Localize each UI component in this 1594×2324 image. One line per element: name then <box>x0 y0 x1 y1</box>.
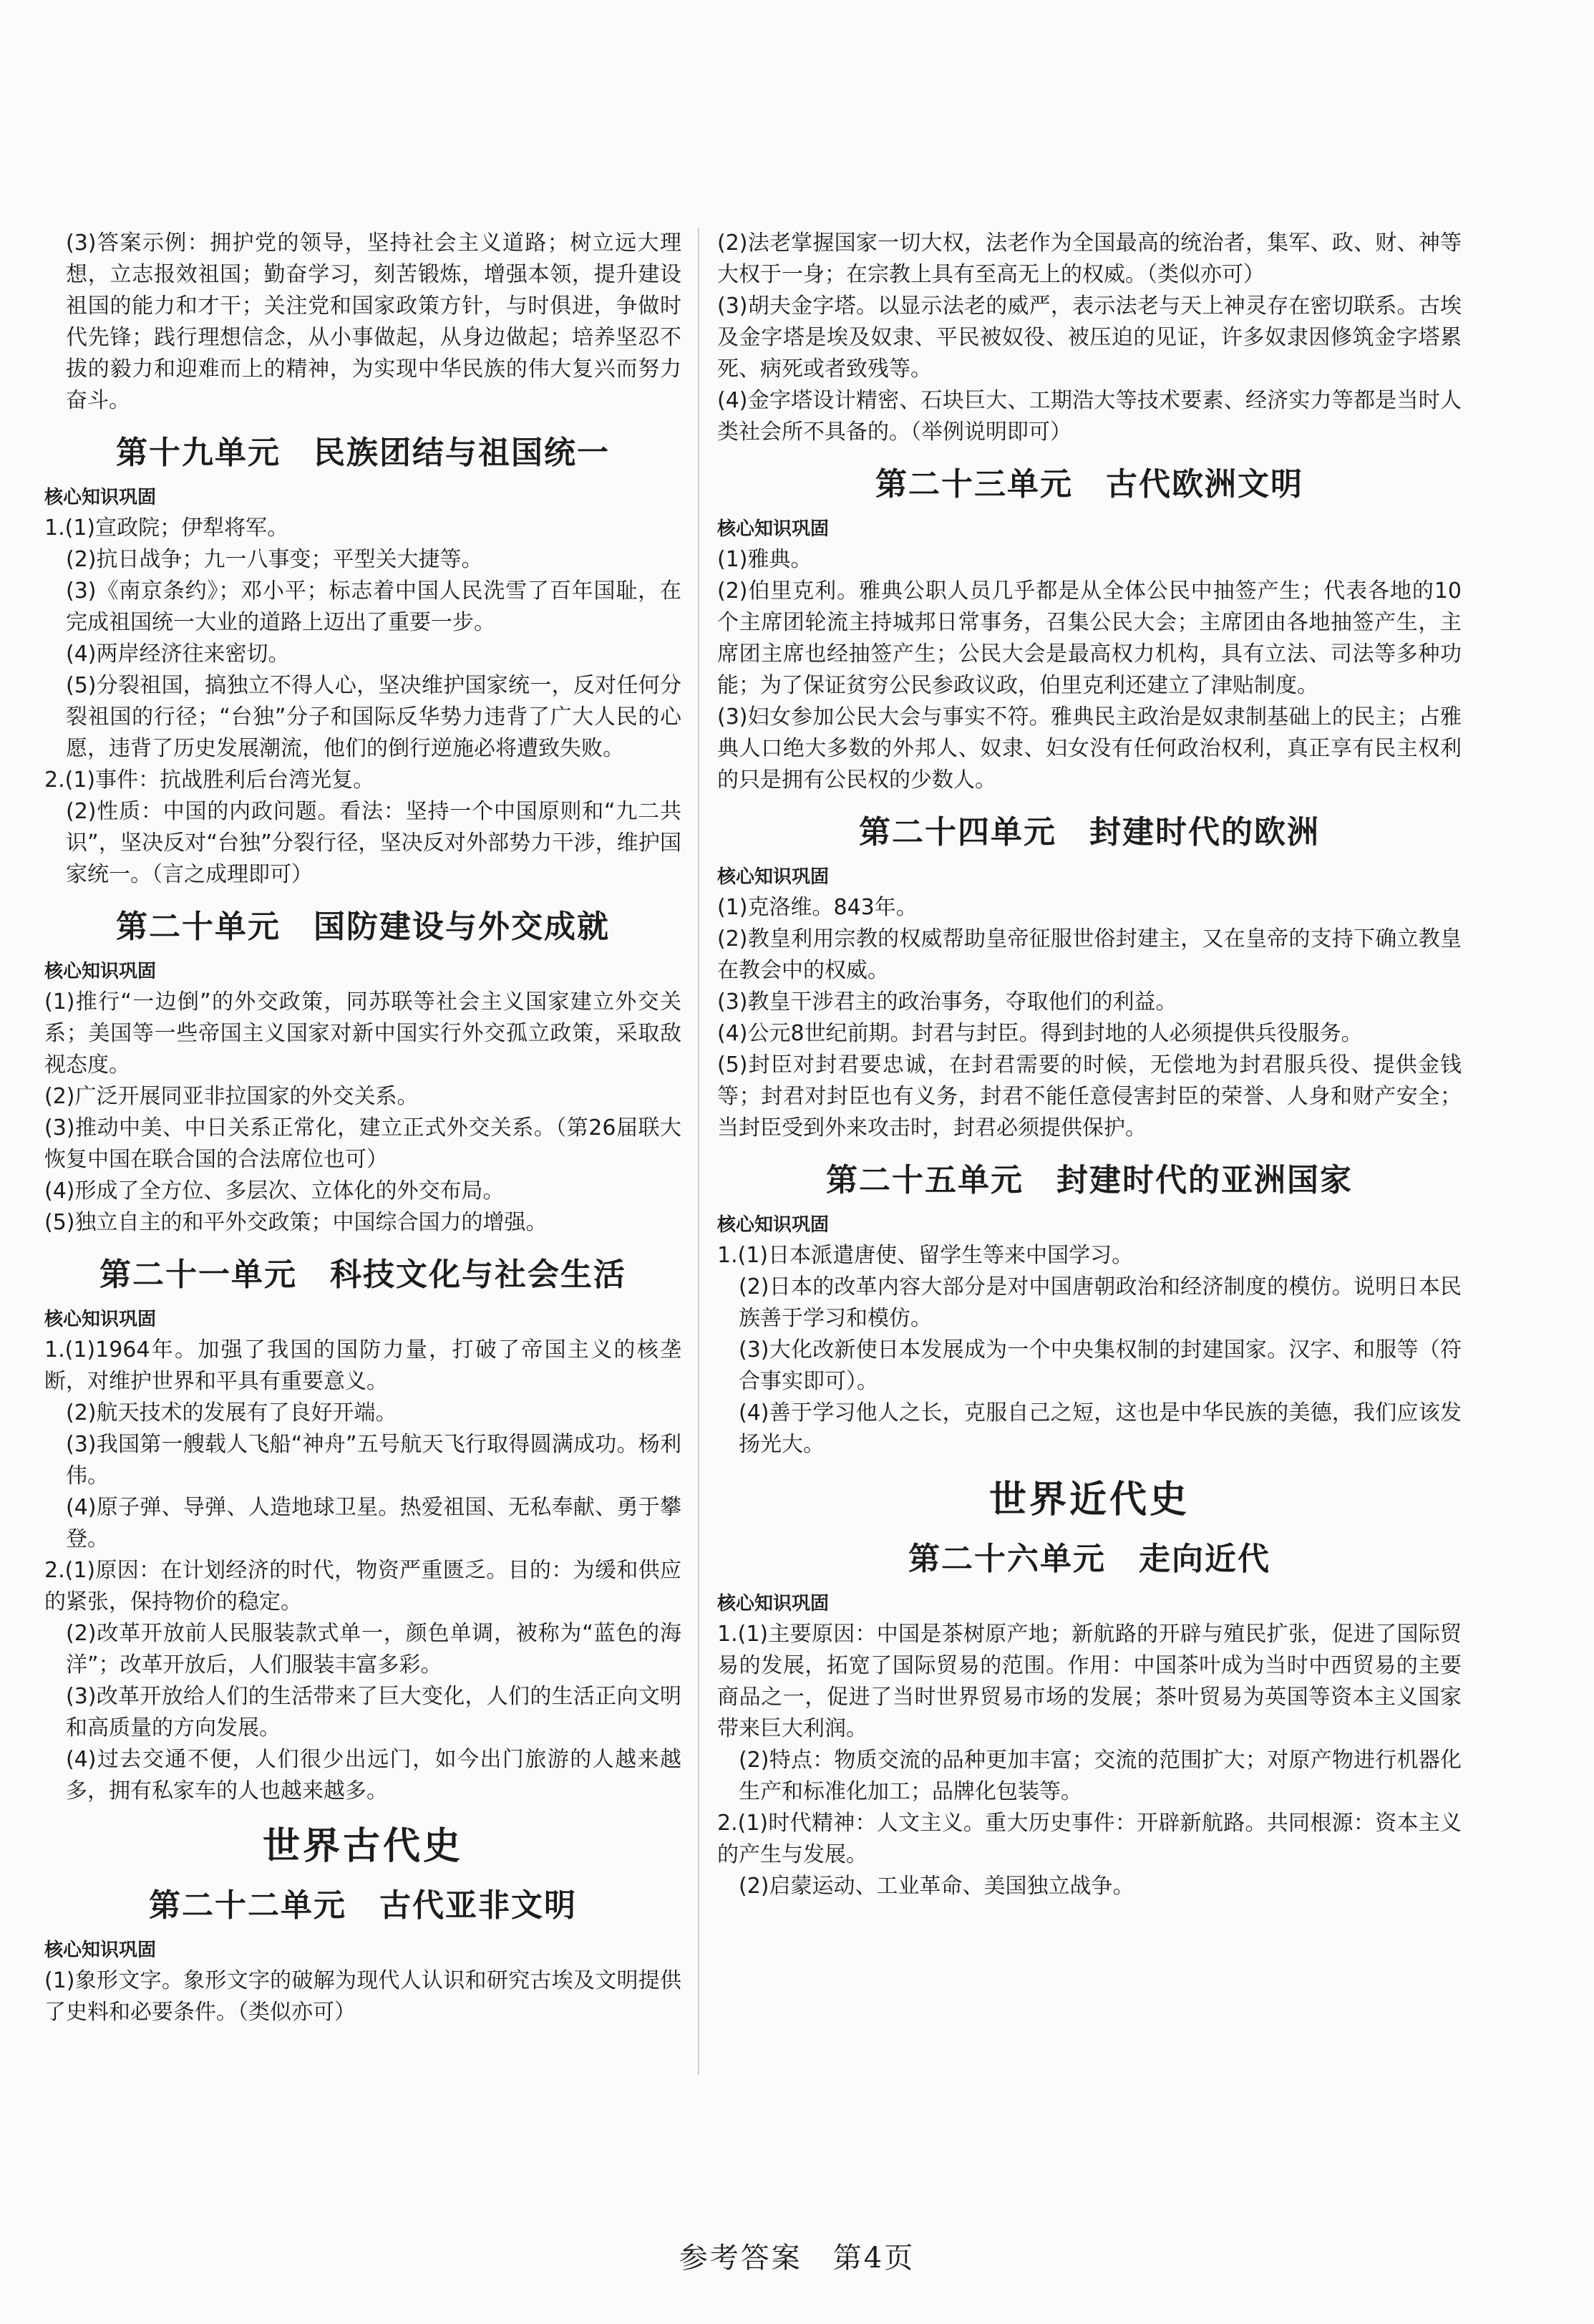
answer-line: (4)两岸经济往来密切。 <box>66 641 290 667</box>
answer-line: (2)广泛开展同亚非拉国家的外交关系。 <box>44 1084 419 1109</box>
answer-line: (3)大化改新使日本发展成为一个中央集权制的封建国家。汉字、和服等（符合事实即可）。 <box>739 1337 1462 1394</box>
intro-paragraph: (3)答案示例：拥护党的领导，坚持社会主义道路；树立远大理想，立志报效祖国；勤奋学习，刻苦锻炼，增强本领，提升建设祖国的能力和才干；关注党和国家政策方针，与时俱进，争做时代先锋；践行理想信念，从小事做起，从身边做起；培养坚忍不拔的毅力和迎难而上的精神，为实现中华民族的伟大复兴而努力奋斗。 <box>66 231 681 413</box>
answer-line: 1.(1)主要原因：中国是茶树原产地；新航路的开辟与殖民扩张，促进了国际贸易的发展，拓宽了国际贸易的范围。作用：中国茶叶成为当时中西贸易的主要商品之一，促进了当时世界贸易市场的发展；茶叶贸易为英国等资本主义国家带来巨大利润。 <box>717 1622 1462 1741</box>
answer-line: (3)推动中美、中日关系正常化，建立正式外交关系。（第26届联大恢复中国在联合国的合法席位也可） <box>44 1115 681 1172</box>
unit-26-body <box>717 1619 1462 1902</box>
answer-line: (5)分裂祖国，搞独立不得人心，坚决维护国家统一，反对任何分裂祖国的行径；“台独”分子和国际反华势力违背了广大人民的心愿，违背了历史发展潮流，他们的倒行逆施必将遭致失败。 <box>66 673 681 761</box>
unit-20-title: 第二十单元 国防建设与外交成就 <box>116 909 610 945</box>
answer-line: (5)独立自主的和平外交政策；中国综合国力的增强。 <box>44 1210 548 1235</box>
answer-line: (2)改革开放前人民服装款式单一，颜色单调，被称为“蓝色的海洋”；改革开放后，人们服装丰富多彩。 <box>66 1621 681 1677</box>
answer-line: (4)形成了全方位、多层次、立体化的外交布局。 <box>44 1178 505 1204</box>
unit-20-label: 核心知识巩固 <box>44 961 157 982</box>
answer-line: (4)善于学习他人之长，克服自己之短，这也是中华民族的美德，我们应该发扬光大。 <box>739 1400 1462 1457</box>
unit-24-title: 第二十四单元 封建时代的欧洲 <box>859 814 1320 851</box>
column-divider <box>698 228 699 2075</box>
unit-20-body <box>44 987 681 1239</box>
answer-line: (2)日本的改革内容大部分是对中国唐朝政治和经济制度的模仿。说明日本民族善于学习和模仿。 <box>739 1274 1462 1331</box>
answer-line: (1)推行“一边倒”的外交政策，同苏联等社会主义国家建立外交关系；美国等一些帝国主义国家对新中国实行外交孤立政策，采取敌视态度。 <box>44 989 681 1078</box>
unit-25-body <box>717 1240 1462 1461</box>
left-column <box>44 228 681 2028</box>
unit-23-label: 核心知识巩固 <box>717 518 830 540</box>
answer-line: (2)伯里克利。雅典公职人员几乎都是从全体公民中抽签产生；代表各地的10个主席团轮流主持城邦日常事务，召集公民大会；主席团由各地抽签产生，主席团主席也经抽签产生；公民大会是最高权力机构，具有立法、司法等多种功能；为了保证贫穷公民参政议政，伯里克利还建立了津贴制度。 <box>717 578 1462 698</box>
unit-23-body <box>717 544 1462 796</box>
unit-26-title: 第二十六单元 走向近代 <box>908 1541 1270 1577</box>
unit-24-label: 核心知识巩固 <box>717 866 830 888</box>
answer-line: (2)教皇利用宗教的权威帮助皇帝征服世俗封建主，又在皇帝的支持下确立教皇在教会中的权威。 <box>717 926 1462 983</box>
unit-19-label: 核心知识巩固 <box>44 487 157 508</box>
unit-26-label: 核心知识巩固 <box>717 1593 830 1614</box>
unit-21-body <box>44 1335 681 1807</box>
section-title-modern: 世界近代史 <box>988 1478 1190 1521</box>
answer-line: (5)封臣对封君要忠诚，在封君需要的时候，无偿地为封君服兵役、提供金钱等；封君对封臣也有义务，封君不能任意侵害封臣的荣誉、人身和财产安全；当封臣受到外来攻击时，封君必须提供保护。 <box>717 1052 1462 1141</box>
right-column <box>717 228 1462 1902</box>
page-footer: 参考答案 第4页 <box>679 2242 915 2275</box>
answer-line: (1)象形文字。象形文字的破解为现代人认识和研究古埃及文明提供了史料和必要条件。（类似亦可） <box>44 1968 681 2025</box>
unit-22-label: 核心知识巩固 <box>44 1940 157 1961</box>
answer-line: 1.(1)日本派遣唐使、留学生等来中国学习。 <box>717 1243 1134 1268</box>
unit-25-title: 第二十五单元 封建时代的亚洲国家 <box>826 1162 1353 1199</box>
answer-line: (2)抗日战争；九一八事变；平型关大捷等。 <box>66 547 483 572</box>
answer-line: (3)教皇干涉君主的政治事务，夺取他们的利益。 <box>717 989 1177 1015</box>
answer-line: (1)克洛维。843年。 <box>717 895 918 920</box>
unit-21-title: 第二十一单元 科技文化与社会生活 <box>99 1257 626 1293</box>
unit-19-body <box>44 513 681 891</box>
answer-line: (2)启蒙运动、工业革命、美国独立战争。 <box>739 1874 1134 1899</box>
unit-23-title: 第二十三单元 古代欧洲文明 <box>875 466 1303 503</box>
answer-line: 1.(1)宣政院；伊犁将军。 <box>44 515 289 541</box>
answer-line: 2.(1)时代精神：人文主义。重大历史事件：开辟新航路。共同根源：资本主义的产生与发展。 <box>717 1811 1462 1867</box>
answer-line: (3)妇女参加公民大会与事实不符。雅典民主政治是奴隶制基础上的民主；占雅典人口绝大多数的外邦人、奴隶、妇女没有任何政治权利，真正享有民主权利的只是拥有公民权的少数人。 <box>717 705 1462 793</box>
answer-line: (2)航天技术的发展有了良好开端。 <box>66 1400 397 1425</box>
unit-21-label: 核心知识巩固 <box>44 1309 157 1330</box>
unit-19-title: 第十九单元 民族团结与祖国统一 <box>116 435 610 471</box>
answer-line: (4)过去交通不便，人们很少出远门，如今出门旅游的人越来越多，拥有私家车的人也越来越多。 <box>66 1747 681 1803</box>
answer-line: (2)性质：中国的内政问题。看法：坚持一个中国原则和“九二共识”，坚决反对“台独”分裂行径，坚决反对外部势力干涉，维护国家统一。（言之成理即可） <box>66 799 681 887</box>
unit-22-title: 第二十二单元 古代亚非文明 <box>149 1887 577 1924</box>
answer-line: (4)原子弹、导弹、人造地球卫星。热爱祖国、无私奉献、勇于攀登。 <box>66 1495 681 1551</box>
answer-line: (3)胡夫金字塔。以显示法老的威严，表示法老与天上神灵存在密切联系。古埃及金字塔是埃及奴隶、平民被奴役、被压迫的见证，许多奴隶因修筑金字塔累死、病死或者致残等。 <box>717 294 1462 382</box>
answer-line: (1)雅典。 <box>717 547 812 572</box>
section-title-ancient: 世界古代史 <box>262 1825 463 1868</box>
unit-25-label: 核心知识巩固 <box>717 1214 830 1236</box>
answer-line: (3)改革开放给人们的生活带来了巨大变化，人们的生活正向文明和高质量的方向发展。 <box>66 1684 681 1740</box>
answer-line: (3)《南京条约》；邓小平；标志着中国人民洗雪了百年国耻，在完成祖国统一大业的道路上迈出了重要一步。 <box>66 578 681 635</box>
answer-line: (4)金字塔设计精密、石块巨大、工期浩大等技术要素、经济实力等都是当时人类社会所不具备的。（举例说明即可） <box>717 388 1462 445</box>
answer-line: (2)特点：物质交流的品种更加丰富；交流的范围扩大；对原产物进行机器化生产和标准化加工；品牌化包装等。 <box>739 1748 1462 1804</box>
answer-line: 2.(1)原因：在计划经济的时代，物资严重匮乏。目的：为缓和供应的紧张，保持物价的稳定。 <box>44 1558 681 1614</box>
unit-24-body <box>717 892 1462 1144</box>
answer-line: (2)法老掌握国家一切大权，法老作为全国最高的统治者，集军、政、财、神等大权于一身；在宗教上具有至高无上的权威。（类似亦可） <box>717 231 1462 287</box>
answer-line: 2.(1)事件：抗战胜利后台湾光复。 <box>44 768 375 793</box>
answer-line: 1.(1)1964年。加强了我国的国防力量，打破了帝国主义的核垄断，对维护世界和平具有重要意义。 <box>44 1337 681 1394</box>
answer-line: (3)我国第一艘载人飞船“神舟”五号航天飞行取得圆满成功。杨利伟。 <box>66 1432 681 1488</box>
answer-line: (4)公元8世纪前期。封君与封臣。得到封地的人必须提供兵役服务。 <box>717 1021 1363 1046</box>
